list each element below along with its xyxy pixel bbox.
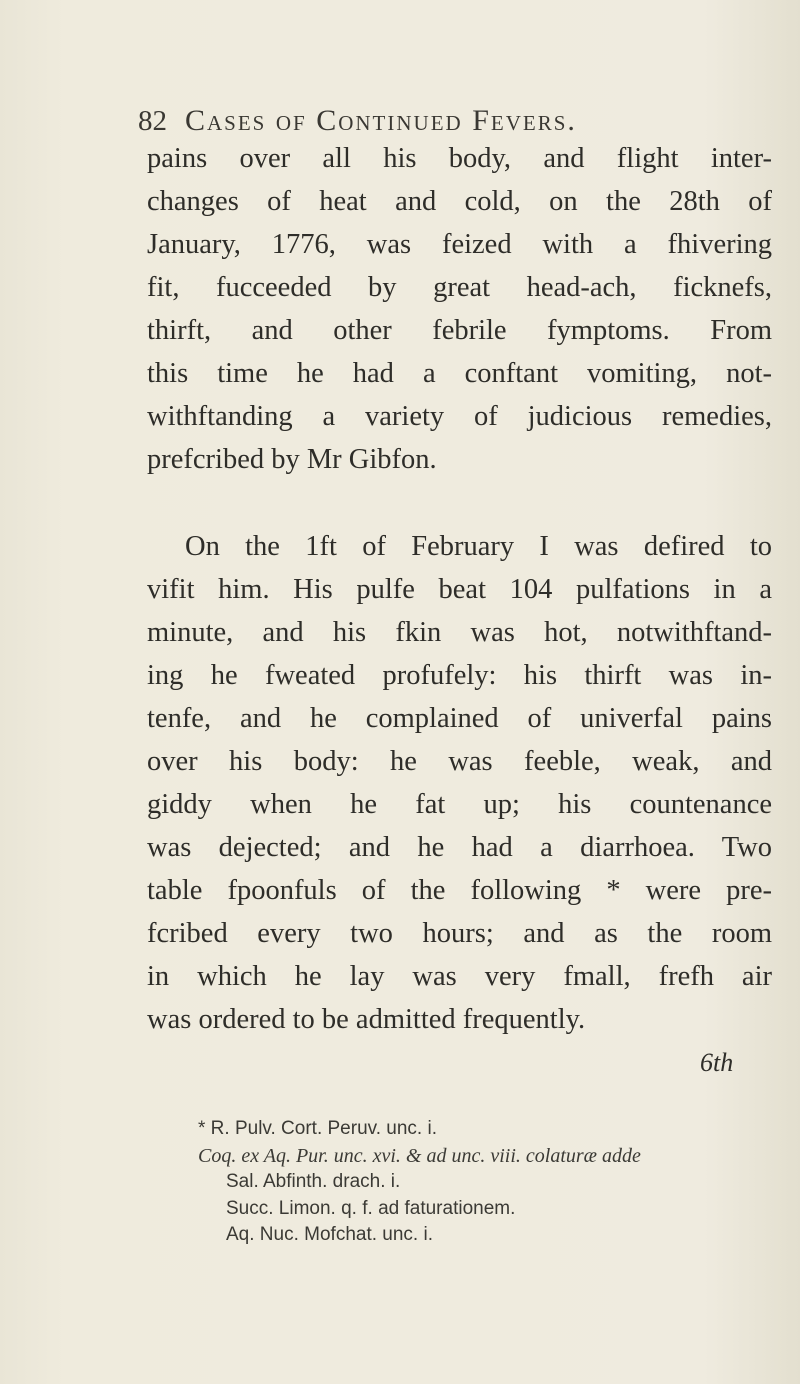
text-line: On the 1ft of February I was defired to: [185, 531, 772, 562]
footnote-line: Coq. ex Aq. Pur. unc. xvi. & ad unc. viii. colaturæ adde: [198, 1144, 641, 1167]
footnote-line: Succ. Limon. q. f. ad faturationem.: [226, 1197, 516, 1219]
text-line: this time he had a conftant vomiting, not-: [147, 358, 772, 389]
footnote: [198, 1116, 778, 1249]
text-line: table fpoonfuls of the following * were pre-: [147, 875, 772, 906]
text-line: minute, and his fkin was hot, notwithftand-: [147, 617, 772, 648]
text-line: in which he lay was very fmall, frefh air: [147, 961, 772, 992]
text-line: over his body: he was feeble, weak, and: [147, 746, 772, 777]
text-line: was dejected; and he had a diarrhoea. Two: [147, 832, 772, 863]
text-line: tenfe, and he complained of univerfal pains: [147, 703, 772, 734]
text-line: fit, fucceeded by great head-ach, ficknefs,: [147, 272, 772, 303]
page-number: 82: [138, 105, 167, 137]
text-line: fcribed every two hours; and as the room: [147, 918, 772, 949]
footnote-line: * R. Pulv. Cort. Peruv. unc. i.: [198, 1118, 437, 1139]
text-line: prefcribed by Mr Gibfon.: [147, 444, 437, 475]
text-line: was ordered to be admitted frequently.: [147, 1004, 586, 1035]
text-line: thirft, and other febrile fymptoms. From: [147, 315, 772, 346]
text-line: changes of heat and cold, on the 28th of: [147, 186, 772, 217]
running-head: Cases of Continued Fevers.: [185, 104, 577, 137]
paragraph-2: [147, 525, 772, 1041]
text-line: vifit him. His pulfe beat 104 pulfations in a: [147, 574, 772, 605]
text-line: withftanding a variety of judicious remedies,: [147, 401, 772, 432]
footnote-line: Sal. Abfinth. drach. i.: [226, 1171, 401, 1192]
text-line: giddy when he fat up; his countenance: [147, 789, 772, 820]
catchword: 6th: [700, 1048, 734, 1077]
text-line: pains over all his body, and flight inter-: [147, 143, 772, 174]
footnote-line: Aq. Nuc. Mofchat. unc. i.: [226, 1224, 433, 1245]
text-line: ing he fweated profufely: his thirft was in-: [147, 660, 772, 691]
paragraph-1: [147, 137, 772, 481]
text-line: January, 1776, was feized with a fhivering: [147, 229, 772, 260]
